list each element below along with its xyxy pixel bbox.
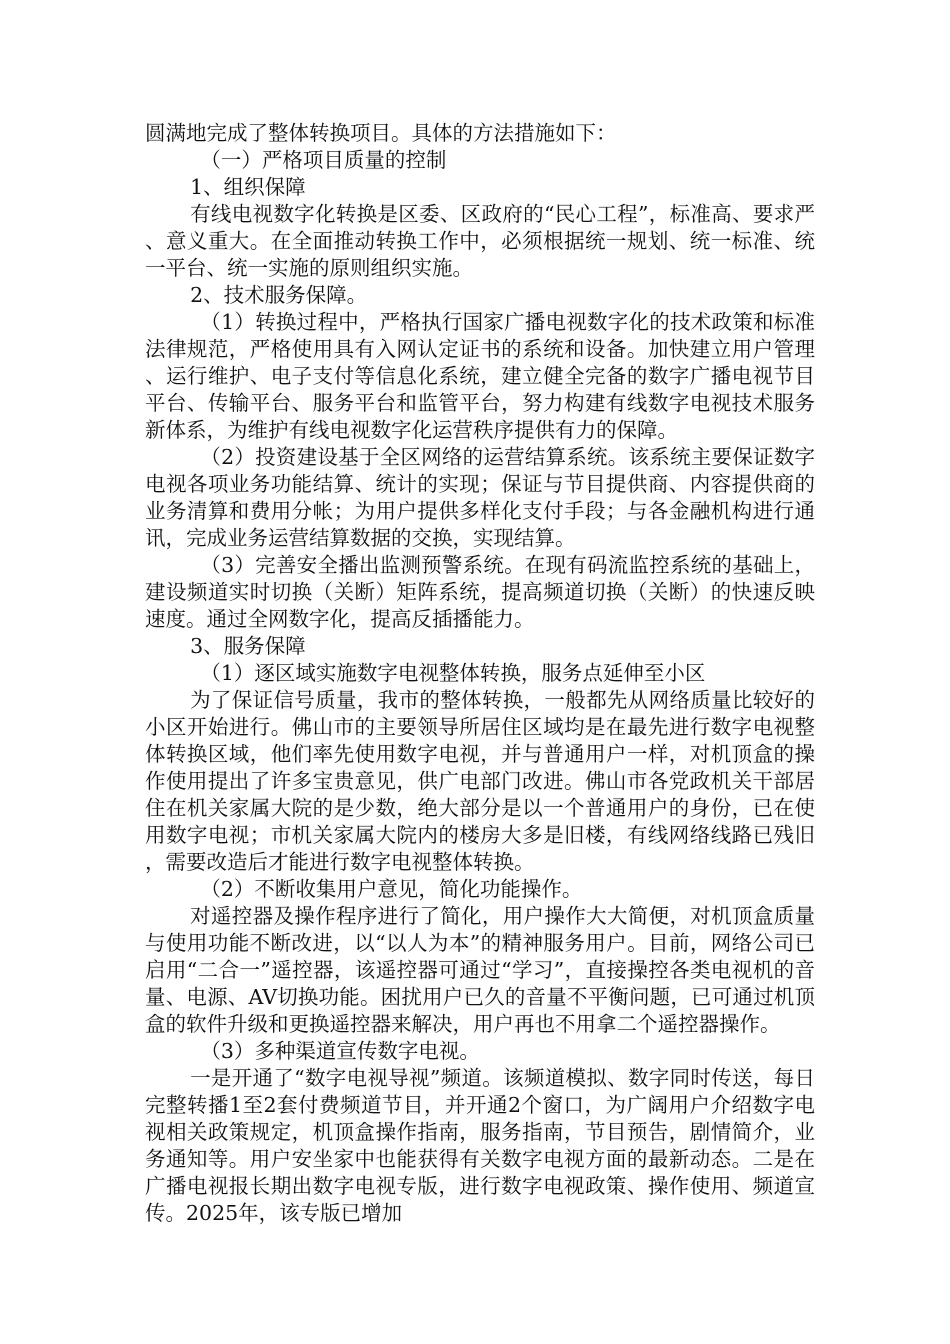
document-body	[145, 120, 815, 1227]
paragraph: 为了保证信号质量，我市的整体转换，一般都先从网络质量比较好的小区开始进行。佛山市的主要领导所居住区域均是在最先进行数字电视整体转换区域，他们率先使用数字电视，并与普通用户一样，对机顶盒的操作使用提出了许多宝贵意见，供广电部门改进。佛山市各党政机关干部居住在机关家属大院的是少数，绝大部分是以一个普通用户的身份，已在使用数字电视；市机关家属大院内的楼房大多是旧楼，有线网络线路已残旧，需要改造后才能进行数字电视整体转换。	[145, 688, 815, 874]
paragraph: （2）投资建设基于全区网络的运营结算系统。该系统主要保证数字电视各项业务功能结算、统计的实现；保证与节目提供商、内容提供商的业务清算和费用分帐；为用户提供多样化支付手段；与各金融机构进行通讯，完成业务运营结算数据的交换，实现结算。	[145, 445, 815, 550]
paragraph: （1）转换过程中，严格执行国家广播电视数字化的技术政策和标准法律规范，严格使用具有入网认定证书的系统和设备。加快建立用户管理、运行维护、电子支付等信息化系统，建立健全完备的数字广播电视节目平台、传输平台、服务平台和监管平台，努力构建有线数字电视技术服务新体系，为维护有线电视数字化运营秩序提供有力的保障。	[145, 310, 815, 442]
paragraph: 圆满地完成了整体转换项目。具体的方法措施如下：	[145, 121, 617, 145]
paragraph: 有线电视数字化转换是区委、区政府的“民心工程”，标准高、要求严、意义重大。在全面推动转换工作中，必须根据统一规划、统一标准、统一平台、统一实施的原则组织实施。	[145, 202, 815, 280]
paragraph: 一是开通了“数字电视导视”频道。该频道模拟、数字同时传送，每日完整转播1至2套付费频道节目，并开通2个窗口，为广阔用户介绍数字电视相关政策规定，机顶盒操作指南，服务指南，节目预告，剧情简介，业务通知等。用户安坐家中也能获得有关数字电视方面的最新动态。二是在广播电视报长期出数字电视专版，进行数字电视政策、操作使用、频道宣传。2025年，该专版已增加	[145, 1066, 815, 1225]
item-heading: （1）逐区域实施数字电视整体转换，服务点延伸至小区	[200, 661, 706, 685]
subsection-heading: 2、技术服务保障。	[190, 283, 368, 307]
paragraph: 对遥控器及操作程序进行了简化，用户操作大大简便，对机顶盒质量与使用功能不断改进，以“以人为本”的精神服务用户。目前，网络公司已启用“二合一”遥控器，该遥控器可通过“学习”，直接操控各类电视机的音量、电源、AV切换功能。困扰用户已久的音量不平衡问题，已可通过机顶盒的软件升级和更换遥控器来解决，用户再也不用拿二个遥控器操作。	[145, 904, 815, 1036]
item-heading: （2）不断收集用户意见，简化功能操作。	[200, 877, 583, 901]
subsection-heading: 3、服务保障	[190, 634, 306, 658]
item-heading: （3）多种渠道宣传数字电视。	[200, 1039, 480, 1063]
section-heading: （一）严格项目质量的控制	[200, 148, 447, 172]
subsection-heading: 1、组织保障	[190, 175, 306, 199]
paragraph: （3）完善安全播出监测预警系统。在现有码流监控系统的基础上，建设频道实时切换（关断）矩阵系统，提高频道切换（关断）的快速反映速度。通过全网数字化，提高反插播能力。	[145, 553, 815, 631]
